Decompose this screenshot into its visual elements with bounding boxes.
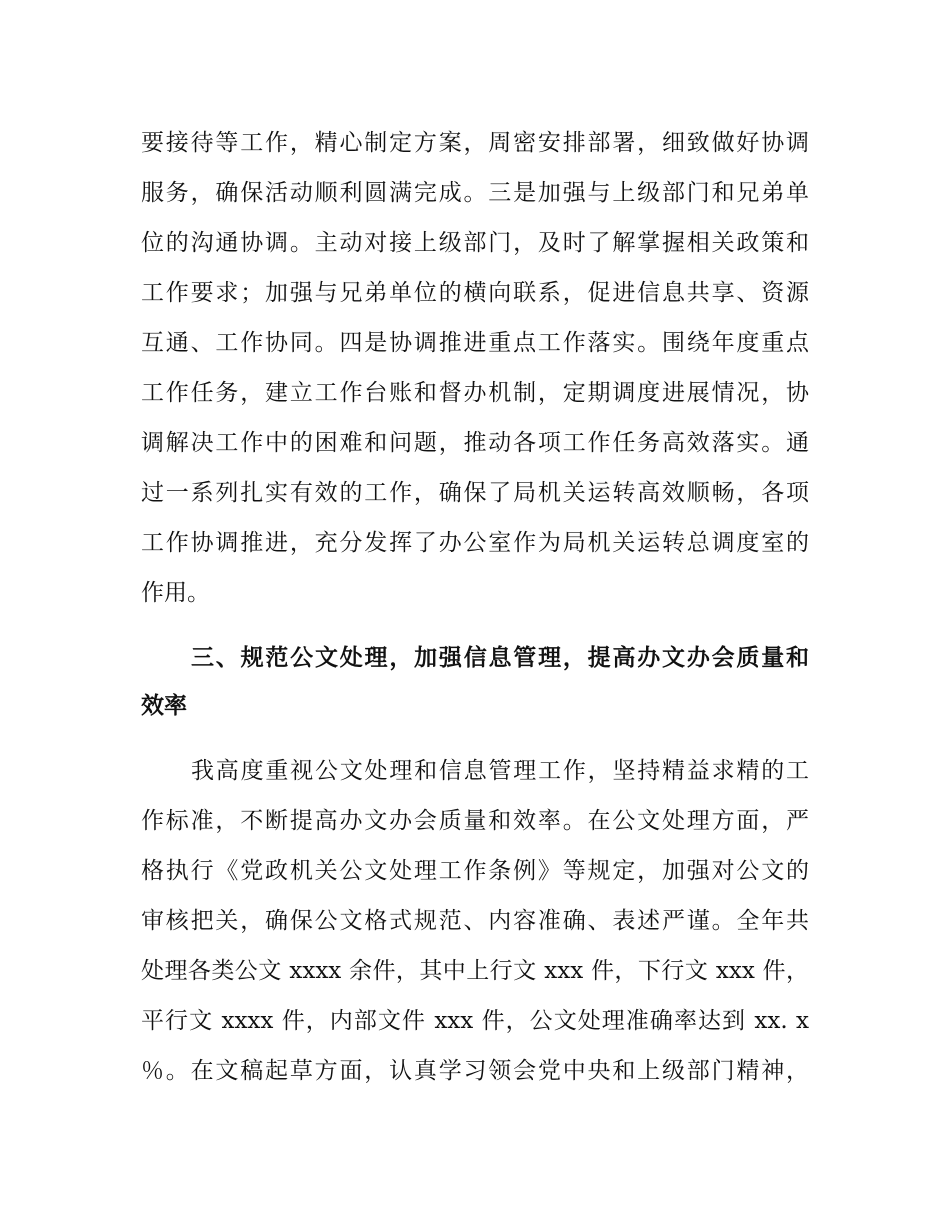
text-line: 我高度重视公文处理和信息管理工作，坚持精益求精的工 — [191, 758, 809, 784]
heading-line: 效率 — [141, 693, 187, 719]
text-line: 作用。 — [141, 580, 210, 606]
text-line: 工作协调推进，充分发挥了办公室作为局机关运转总调度室的 — [141, 530, 809, 556]
text-line: 工作要求；加强与兄弟单位的横向联系，促进信息共享、资源 — [141, 280, 809, 306]
text-line: 处理各类公文 xxxx 余件，其中上行文 xxx 件，下行文 xxx 件， — [141, 958, 809, 984]
text-line: ％。在文稿起草方面，认真学习领会党中央和上级部门精神， — [141, 1058, 809, 1084]
text-line: 互通、工作协同。四是协调推进重点工作落实。围绕年度重点 — [141, 330, 809, 356]
text-line: 调解决工作中的困难和问题，推动各项工作任务高效落实。通 — [141, 430, 809, 456]
text-line: 平行文 xxxx 件，内部文件 xxx 件，公文处理准确率达到 xx. x — [141, 1008, 809, 1034]
heading-line: 三、规范公文处理，加强信息管理，提高办文办会质量和 — [191, 645, 809, 671]
text-line: 服务，确保活动顺利圆满完成。三是加强与上级部门和兄弟单 — [141, 180, 809, 206]
text-line: 过一系列扎实有效的工作，确保了局机关运转高效顺畅，各项 — [141, 480, 809, 506]
text-line: 位的沟通协调。主动对接上级部门，及时了解掌握相关政策和 — [141, 230, 809, 256]
text-line: 格执行《党政机关公文处理工作条例》等规定，加强对公文的 — [141, 858, 809, 884]
text-line: 工作任务，建立工作台账和督办机制，定期调度进展情况，协 — [141, 380, 809, 406]
text-line: 审核把关，确保公文格式规范、内容准确、表述严谨。全年共 — [141, 908, 809, 934]
text-line: 作标准，不断提高办文办会质量和效率。在公文处理方面，严 — [141, 808, 809, 834]
text-line: 要接待等工作，精心制定方案，周密安排部署，细致做好协调 — [141, 130, 809, 156]
